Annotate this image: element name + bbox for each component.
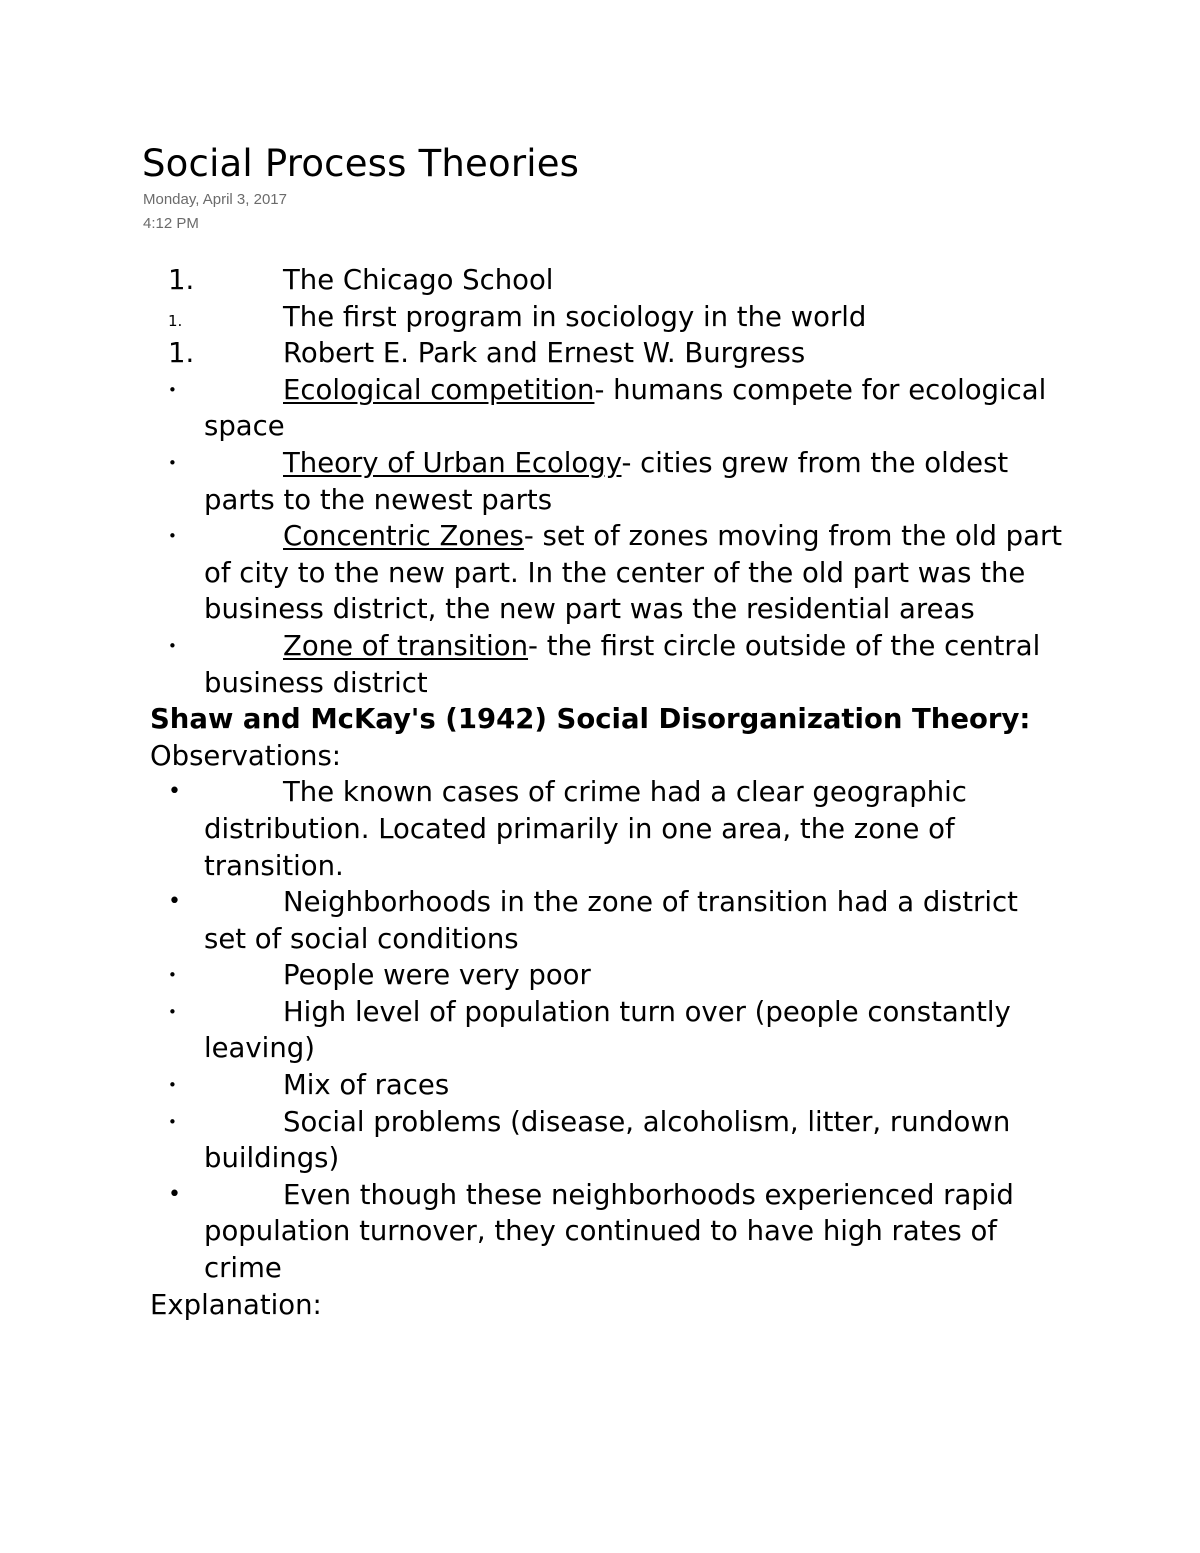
term-label: Concentric Zones <box>283 520 524 553</box>
observation-item <box>0 774 1064 884</box>
term-label: Ecological competition <box>283 373 595 406</box>
term-item-ecological-competition <box>0 372 1064 445</box>
list-item-text: The Chicago School <box>283 264 554 296</box>
list-item-text: The first program in sociology in the world <box>283 300 867 333</box>
bullet-icon: • <box>168 966 177 985</box>
bullet-icon: • <box>168 1112 177 1131</box>
bullet-icon: • <box>168 1002 177 1021</box>
term-item-urban-ecology <box>0 445 1064 518</box>
observation-text: Neighborhoods in the zone of transition had a district set of social conditions <box>204 886 1018 955</box>
bullet-icon: • <box>168 889 181 915</box>
bullet-icon: • <box>168 527 177 546</box>
bullet-icon: • <box>168 453 177 472</box>
observation-text: High level of population turn over (people constantly leaving) <box>204 995 1011 1065</box>
note-time: 4:12 PM <box>143 215 199 232</box>
term-definition: - set of zones moving from the old part of city to the new part. In the center of the old part was the business district, the new part was the residential areas <box>204 520 1063 626</box>
observation-text: Even though these neighborhoods experienced rapid population turnover, they continued to have high rates of crime <box>204 1178 1014 1285</box>
term-definition: - humans compete for ecological space <box>204 373 1047 443</box>
observation-item <box>0 884 1064 957</box>
observation-text: People were very poor <box>283 959 591 992</box>
term-item-zone-of-transition <box>0 628 1064 701</box>
observation-item <box>0 994 1064 1067</box>
observation-text: Social problems (disease, alcoholism, litter, rundown buildings) <box>204 1105 1011 1175</box>
bullet-icon: • <box>168 1181 181 1207</box>
observation-text: Mix of races <box>283 1069 450 1102</box>
list-number: 1. <box>168 311 183 330</box>
bullet-icon: • <box>168 779 181 805</box>
observation-text: The known cases of crime had a clear geographic distribution. Located primarily in one area, the zone of transition. <box>204 776 967 882</box>
numbered-item-park-burgress <box>0 335 1064 372</box>
list-item-text: Robert E. Park and Ernest W. Burgress <box>283 337 806 370</box>
observation-item <box>0 1104 1064 1177</box>
page-title: Social Process Theories <box>142 142 580 185</box>
term-label: Theory of Urban Ecology <box>283 446 622 479</box>
note-date: Monday, April 3, 2017 <box>143 191 287 208</box>
numbered-item-first-program <box>0 299 1064 336</box>
term-definition: - the first circle outside of the central business district <box>204 629 1041 699</box>
numbered-item-chicago-school <box>0 262 1064 299</box>
term-label: Zone of transition <box>283 629 529 662</box>
bullet-icon: • <box>168 636 177 655</box>
observations-label: Observations: <box>150 739 342 772</box>
list-number: 1. <box>168 264 195 296</box>
bullet-icon: • <box>168 1076 177 1095</box>
term-item-concentric-zones <box>0 518 1064 628</box>
observation-item <box>0 1067 1064 1104</box>
note-body <box>0 262 1200 1323</box>
list-number: 1. <box>168 337 195 370</box>
section-heading: Shaw and McKay's (1942) Social Disorganization Theory: <box>150 703 1031 736</box>
bullet-icon: • <box>168 380 177 399</box>
observation-item <box>0 1177 1064 1287</box>
explanation-label: Explanation: <box>150 1288 322 1321</box>
observation-item <box>0 957 1064 994</box>
term-definition: - cities grew from the oldest parts to the newest parts <box>204 446 1009 516</box>
